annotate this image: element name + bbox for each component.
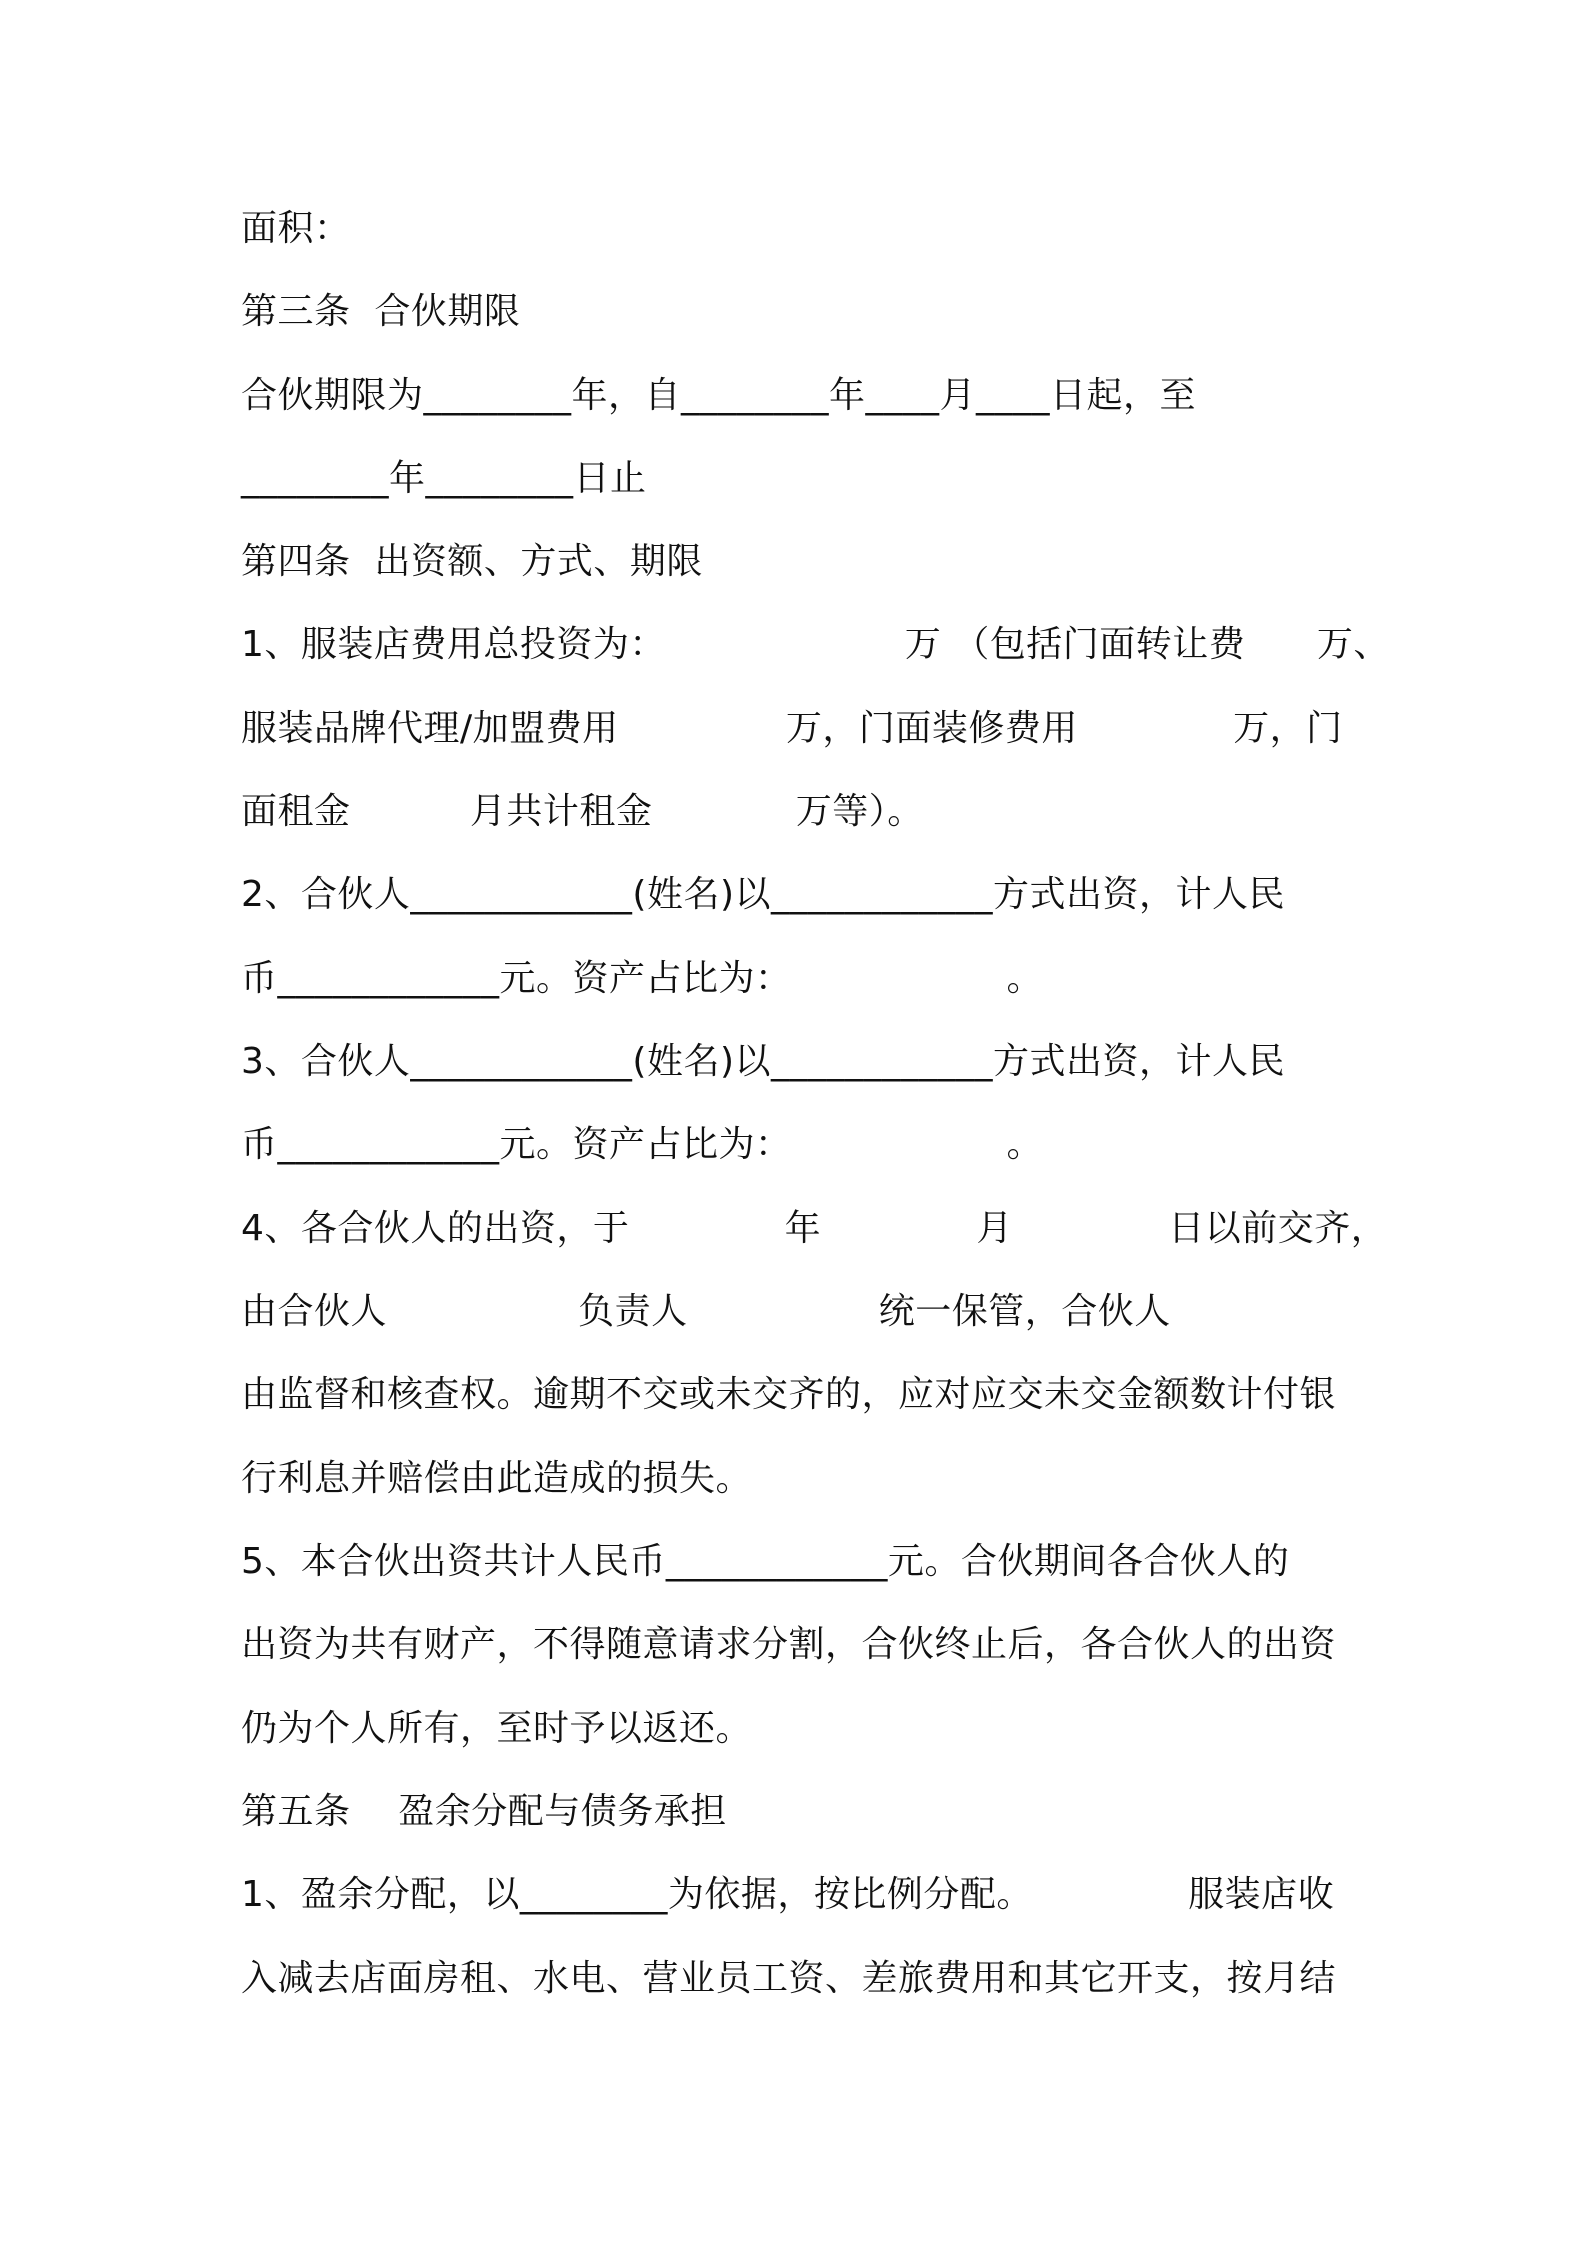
investment-clause-5-line-3: 仍为个人所有，至时予以返还。 (241, 1708, 753, 1749)
investment-clause-1-line-2: 服装品牌代理/加盟费用 万，门面装修费用 万，门 (241, 708, 1343, 749)
text-line-area: 面积： (241, 208, 351, 249)
investment-clause-5-line-2: 出资为共有财产，不得随意请求分割，合伙终止后，各合伙人的出资 (241, 1624, 1337, 1665)
investment-clause-4-line-2: 由合伙人 负责人 统一保管，合伙人 (241, 1291, 1171, 1332)
investment-clause-5-line-1: 5、本合伙出资共计人民币____________元。合伙期间各合伙人的 (241, 1541, 1290, 1582)
investment-clause-4-line-4: 行利息并赔偿由此造成的损失。 (241, 1458, 753, 1499)
partnership-term-line-1: 合伙期限为________年，自________年____月____日起，至 (241, 375, 1197, 416)
investment-clause-4-line-3: 由监督和核查权。逾期不交或未交齐的，应对应交未交金额数计付银 (241, 1374, 1337, 1415)
investment-clause-1-line-1: 1、服装店费用总投资为： 万 （包括门面转让费 万、 (241, 624, 1390, 665)
article-4-heading: 第四条 出资额、方式、期限 (241, 541, 703, 582)
investment-clause-3-line-2: 币____________元。资产占比为： 。 (241, 1124, 1043, 1165)
investment-clause-2-line-2: 币____________元。资产占比为： 。 (241, 958, 1043, 999)
profit-clause-1-line-1: 1、盈余分配，以________为依据，按比例分配。 服装店收 (241, 1874, 1335, 1915)
investment-clause-1-line-3: 面租金 月共计租金 万等）。 (241, 791, 924, 832)
investment-clause-3-line-1: 3、合伙人____________(姓名)以____________方式出资，计人民 (241, 1041, 1285, 1082)
investment-clause-4-line-1: 4、各合伙人的出资，于 年 月 日以前交齐， (241, 1208, 1388, 1249)
article-5-heading: 第五条 盈余分配与债务承担 (241, 1791, 727, 1832)
investment-clause-2-line-1: 2、合伙人____________(姓名)以____________方式出资，计人民 (241, 874, 1285, 915)
article-3-heading: 第三条 合伙期限 (241, 291, 521, 332)
partnership-term-line-2: ________年________日止 (241, 458, 647, 499)
profit-clause-1-line-2: 入减去店面房租、水电、营业员工资、差旅费用和其它开支，按月结 (241, 1958, 1337, 1999)
